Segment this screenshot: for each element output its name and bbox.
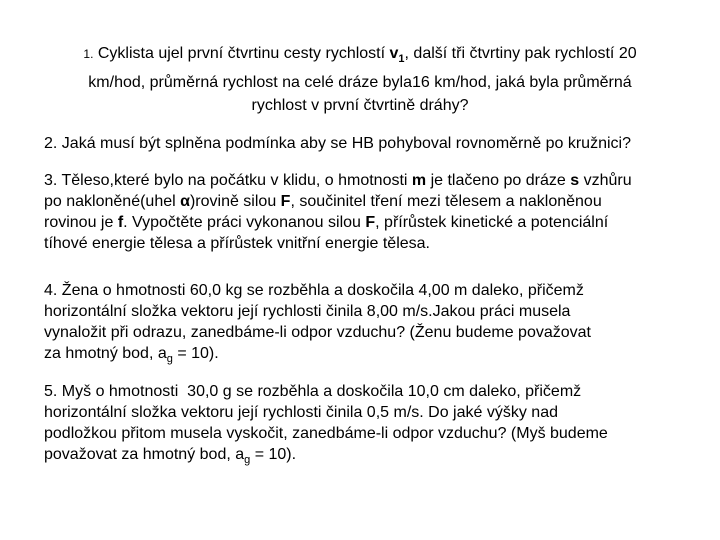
- problem-3-line-2: po nakloněné(uhel α)rovině silou F, součinitel tření mezi tělesem a nakloněnou: [44, 193, 602, 210]
- mass-symbol: m: [411, 172, 427, 189]
- problem-1-text-b: , další tři čtvrtiny pak rychlostí 20: [404, 45, 637, 62]
- problem-1-line-2: km/hod, průměrná rychlost na celé dráze byla16 km/hod, jaká byla průměrná: [88, 74, 632, 92]
- problem-5-line-2: horizontální složka vektoru její rychlosti činila 0,5 m/s. Do jaké výšky nad: [44, 404, 558, 421]
- velocity-subscript: 1: [398, 53, 405, 66]
- force-symbol-2: F: [365, 214, 376, 231]
- problem-1-number: 1.: [83, 47, 94, 61]
- problem-2-line-1: 2. Jaká musí být splněna podmínka aby se HB pohyboval rovnoměrně po kružnici?: [44, 135, 631, 152]
- gravity-subscript-2: g: [244, 454, 251, 467]
- problem-5-line-4: považovat za hmotný bod, $a_g = 10$).: [44, 446, 297, 467]
- problem-5-line-3: podložkou přitom musela vyskočit, zanedbáme-li odpor vzduchu? (Myš budeme: [44, 425, 608, 442]
- distance-symbol: s: [570, 172, 580, 189]
- problem-3-line-1: 3. Těleso,které bylo na počátku v klidu, o hmotnosti m je tlačeno po dráze s vzhůru: [44, 172, 632, 189]
- problem-3-line-4: tíhové energie tělesa a přírůstek vnitřní energie tělesa.: [44, 235, 430, 252]
- problem-4-line-2: horizontální složka vektoru její rychlosti činila 8,00 m/s.Jakou práci musela: [44, 303, 571, 320]
- problem-3-line-3: rovinou je f. Vypočtěte práci vykonanou silou F, přírůstek kinetické a potenciální: [44, 214, 609, 231]
- problem-1-text-a: Cyklista ujel první čtvrtinu cesty rychlostí: [97, 45, 390, 62]
- force-symbol: F: [280, 193, 291, 210]
- gravity-subscript: g: [166, 353, 173, 366]
- angle-symbol: α: [180, 193, 190, 210]
- problem-4-line-1: 4. Žena o hmotnosti 60,0 kg se rozběhla a doskočila 4,00 m daleko, přičemž: [44, 282, 584, 299]
- problem-4-line-3: vynaložit při odrazu, zanedbáme-li odpor vzduchu? (Ženu budeme považovat: [44, 324, 591, 341]
- problem-2: [44, 133, 708, 154]
- velocity-symbol: $v_1$: [389, 45, 405, 66]
- problem-4: [44, 280, 708, 370]
- problem-1: [40, 42, 680, 117]
- problem-5-line-1: 5. Myš o hmotnosti 30,0 g se rozběhla a doskočila 10,0 cm daleko, přičemž: [44, 383, 582, 400]
- problem-5: [44, 381, 708, 471]
- problem-4-line-4: za hmotný bod, $a_g = 10$).: [44, 345, 219, 366]
- problem-3: [44, 170, 708, 254]
- friction-symbol: f: [117, 214, 124, 231]
- problem-1-line-3: rychlost v první čtvrtině dráhy?: [251, 97, 469, 115]
